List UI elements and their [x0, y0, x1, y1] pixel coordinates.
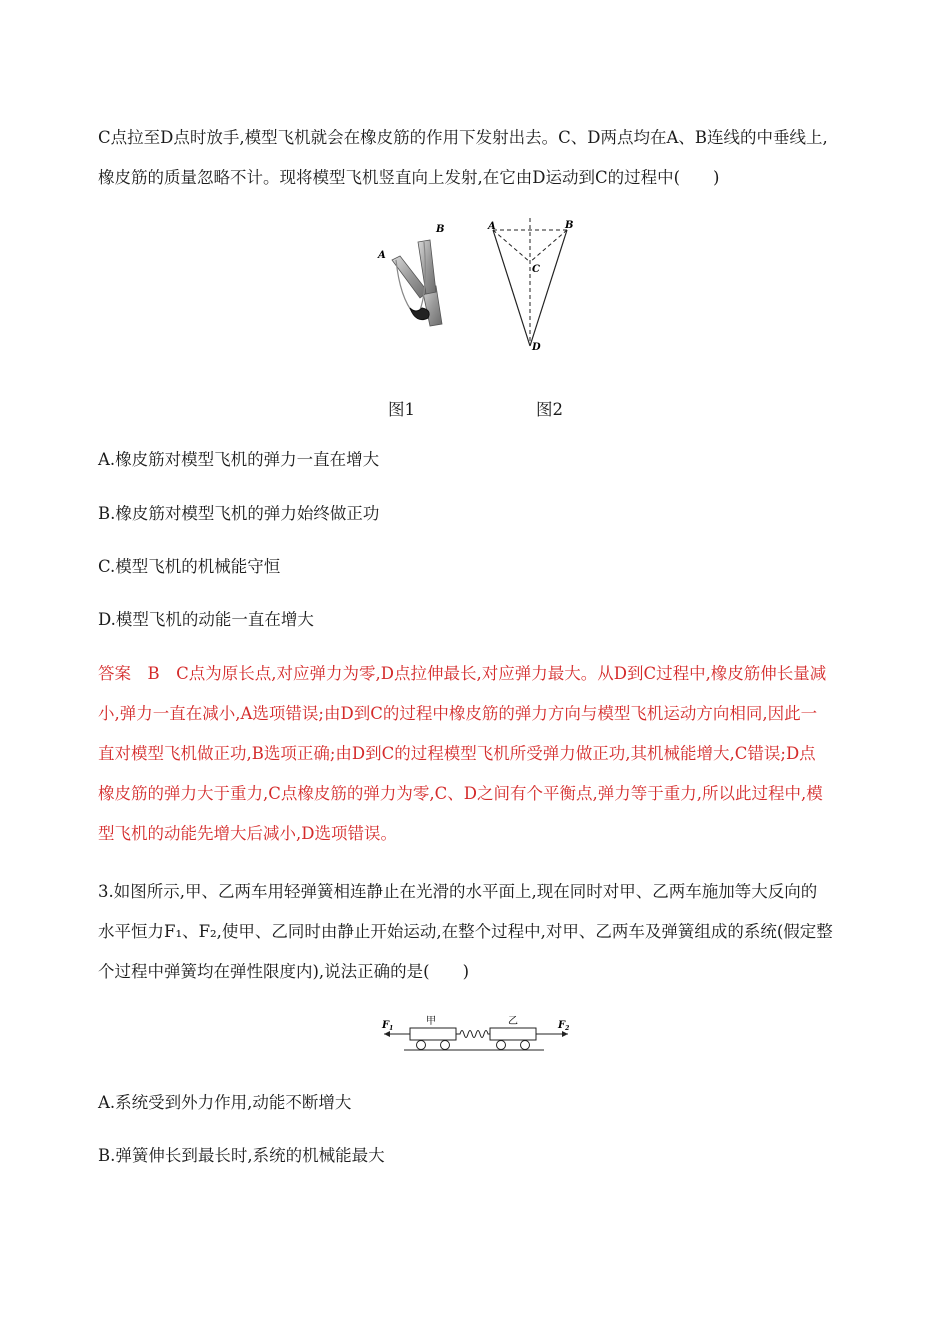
figure-1-slingshot [370, 218, 470, 338]
figure-carts-spring [378, 1010, 578, 1056]
cart-2-label: 乙 [508, 1016, 518, 1027]
cart-1-label: 甲 [426, 1016, 436, 1027]
fig2-label-c: C [532, 264, 540, 275]
q2-answer-line-4: 橡皮筋的弹力大于重力,C点橡皮筋的弹力为零,C、D之间有个平衡点,弹力等于重力,所以此过程中,模 [98, 784, 823, 803]
q2-option-c: C.模型飞机的机械能守恒 [98, 557, 281, 576]
fig1-label-b: B [436, 224, 445, 235]
q2-answer-line-3: 直对模型飞机做正功,B选项正确;由D到C的过程模型飞机所受弹力做正功,其机械能增大,C错误;D点 [98, 744, 816, 763]
force-2-label: $F_2$ [558, 1020, 570, 1032]
figure-1-caption: 图1 [388, 400, 415, 419]
q3-stem-line-1: 3.如图所示,甲、乙两车用轻弹簧相连静止在光滑的水平面上,现在同时对甲、乙两车施加等大反向的 [98, 882, 818, 901]
fig2-label-d: D [532, 342, 541, 353]
figure-2-caption: 图2 [536, 400, 563, 419]
q2-answer-line-1: 答案 B C点为原长点,对应弹力为零,D点拉伸最长,对应弹力最大。从D到C过程中,橡皮筋伸长量减 [98, 664, 827, 683]
fig1-label-a: A [378, 250, 386, 261]
q2-option-b: B.橡皮筋对模型飞机的弹力始终做正功 [98, 504, 380, 523]
q3-option-b: B.弹簧伸长到最长时,系统的机械能最大 [98, 1146, 385, 1165]
q2-answer-line-5: 型飞机的动能先增大后减小,D选项错误。 [98, 824, 397, 843]
fig2-label-b: B [565, 220, 574, 231]
q3-stem-line-3: 个过程中弹簧均在弹性限度内),说法正确的是( ) [98, 962, 470, 981]
figure-2-geometry [486, 218, 586, 358]
q2-answer-line-2: 小,弹力一直在减小,A选项错误;由D到C的过程中橡皮筋的弹力方向与模型飞机运动方向相同,因此一 [98, 704, 818, 723]
q2-option-a: A.橡皮筋对模型飞机的弹力一直在增大 [98, 450, 380, 469]
q2-option-d: D.模型飞机的动能一直在增大 [98, 610, 314, 629]
q2-stem-line-2: 橡皮筋的质量忽略不计。现将模型飞机竖直向上发射,在它由D运动到C的过程中( ) [98, 168, 720, 187]
force-1-label: $F_1$ [382, 1020, 394, 1032]
q3-stem-line-2: 水平恒力F₁、F₂,使甲、乙同时由静止开始运动,在整个过程中,对甲、乙两车及弹簧组成的系统(假定整 [98, 922, 833, 941]
fig2-label-a: A [488, 221, 496, 232]
q2-stem-line-1: C点拉至D点时放手,模型飞机就会在橡皮筋的作用下发射出去。C、D两点均在A、B连线的中垂线上, [98, 128, 828, 147]
q3-option-a: A.系统受到外力作用,动能不断增大 [98, 1093, 352, 1112]
